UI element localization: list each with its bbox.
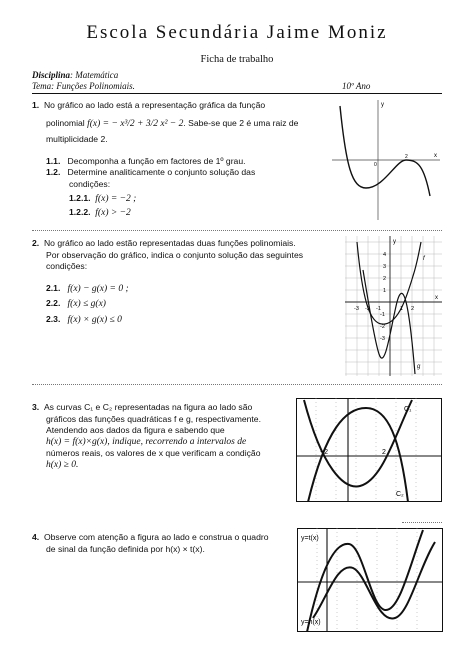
separator-2	[32, 384, 442, 385]
q4-t-label: y=t(x)	[301, 535, 319, 542]
q2-item-3: 2.3. f(x) × g(x) ≤ 0	[46, 313, 122, 325]
q2-y-label: y	[393, 239, 396, 245]
q2-line1: 2. No gráfico ao lado estão representadas duas funções polinomiais.	[32, 238, 296, 248]
q1-cubic-curve	[340, 106, 430, 196]
q1-line2: polinomial f(x) = − x³/2 + 3/2 x² − 2. Sabe-se que 2 é uma raiz de	[46, 117, 299, 129]
q2-item-1: 2.1. f(x) − g(x) = 0 ;	[46, 282, 129, 294]
q4-h-label: y=h(x)	[301, 619, 321, 626]
q1-line3: multiplicidade 2.	[46, 134, 108, 145]
q1-two-label: 2	[405, 154, 408, 160]
svg-text:1: 1	[383, 288, 387, 294]
topic-line	[32, 81, 442, 91]
svg-text:-2: -2	[380, 324, 385, 330]
svg-text:2: 2	[411, 306, 415, 312]
sheet-title: Ficha de trabalho	[200, 54, 274, 65]
question-3	[32, 402, 290, 472]
q3-minus2-label: −2	[320, 449, 328, 456]
q1-graph	[330, 96, 442, 222]
q4-frame	[298, 529, 443, 632]
question-4	[32, 532, 302, 555]
discipline-value: : Matemática	[70, 70, 119, 80]
q1-sub2-cont: condições:	[69, 178, 111, 189]
school-name: Escola Secundária Jaime Moniz	[86, 22, 388, 43]
discipline-line	[32, 70, 442, 80]
q3-c2-label: C₂	[396, 491, 404, 498]
q1-sub21: 1.2.1. f(x) = −2 ;	[69, 192, 137, 204]
header-rule	[32, 93, 442, 94]
svg-text:-3: -3	[354, 306, 359, 312]
q2-line3: condições:	[46, 261, 88, 272]
q2-x-label: x	[435, 295, 438, 301]
q3-line4: h(x) = f(x)×g(x), indique, recorrendo a intervalos de	[46, 436, 247, 447]
q1-sub2: 1.2. Determine analiticamente o conjunto solução das	[46, 167, 256, 178]
q1-formula: f(x) = − x³/2 + 3/2 x² − 2	[87, 118, 184, 129]
svg-text:-1: -1	[380, 312, 385, 318]
svg-text:-1: -1	[376, 306, 381, 312]
q2-g-label: g	[417, 364, 421, 370]
svg-text:1: 1	[400, 306, 404, 312]
q3-line6: h(x) ≥ 0.	[46, 459, 79, 470]
svg-text:-3: -3	[380, 336, 385, 342]
svg-text:2: 2	[383, 276, 387, 282]
q4-graph	[297, 528, 443, 632]
svg-text:3: 3	[383, 264, 387, 270]
svg-text:4: 4	[383, 252, 387, 258]
q3-c1-label: C₁	[404, 406, 412, 413]
question-1	[32, 100, 308, 220]
q1-x-label: x	[434, 153, 437, 159]
q2-item-2: 2.2. f(x) ≤ g(x)	[46, 298, 106, 310]
q2-f-label: f	[423, 256, 425, 262]
q4-line2: de sinal da função definida por h(x) × t(x).	[46, 543, 205, 554]
discipline-label: Disciplina	[32, 70, 71, 80]
q2-y-ticks	[380, 252, 386, 342]
q2-graph	[345, 236, 442, 376]
separator-3	[402, 522, 442, 523]
q2-curve-g	[363, 270, 415, 374]
q1-y-label: y	[381, 102, 384, 108]
q1-sub1: 1.1. Decomponha a função em factores de 1º grau.	[46, 155, 246, 166]
q3-line3: Atendendo aos dados da figura e sabendo que	[46, 425, 225, 436]
q3-line5: números reais, os valores de x que verificam a condição	[46, 448, 261, 459]
q3-graph	[296, 398, 442, 502]
q3-line1: 3. As curvas C₁ e C₂ representadas na figura ao lado são	[32, 402, 253, 412]
q3-line2: gráficos das funções quadráticas f e g, respectivamente.	[46, 413, 261, 424]
q2-grid	[345, 236, 442, 376]
svg-text:-2: -2	[365, 306, 370, 312]
q4-line1: 4. Observe com atenção a figura ao lado e construa o quadro	[32, 532, 269, 542]
q1-line1: 1. No gráfico ao lado está a representação gráfica da função	[32, 100, 266, 110]
q3-two-label: 2	[382, 449, 386, 456]
q1-origin-label: 0	[374, 162, 377, 168]
q2-line2: Por observação do gráfico, indica o conjunto solução das seguintes	[46, 249, 304, 260]
topic: Tema: Funções Polinomiais.	[32, 81, 135, 91]
q1-sub22: 1.2.2. f(x) > −2	[69, 207, 131, 219]
question-2	[32, 238, 342, 327]
grade: 10º Ano	[342, 81, 371, 91]
q3-frame	[297, 399, 442, 502]
separator-1	[32, 230, 442, 231]
